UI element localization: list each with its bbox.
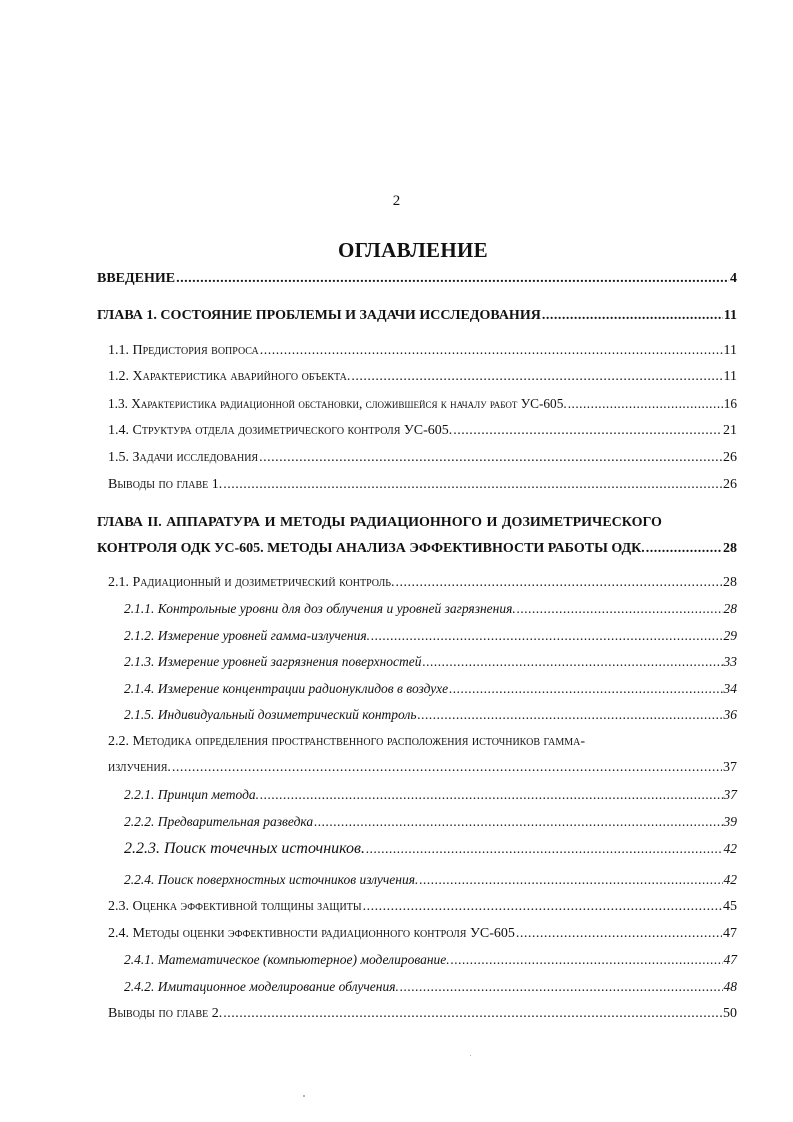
toc-entry-label: 2.1. Радиационный и дозиметрический контроль. bbox=[108, 575, 395, 590]
dot-leader bbox=[223, 1005, 722, 1023]
toc-entry-label: 1.5. Задачи исследования bbox=[108, 450, 259, 465]
dot-leader bbox=[516, 925, 722, 943]
toc-entry-chapter-1 bbox=[97, 307, 737, 325]
toc-entry-label: 2.1.4. Измерение концентрации радионуклидов в воздухе bbox=[124, 681, 449, 696]
toc-entry-page: 28 bbox=[723, 575, 737, 590]
toc-entry-section-2-4-1 bbox=[124, 951, 737, 969]
toc-entry-label: 2.2.2. Предварительная разведка bbox=[124, 814, 314, 829]
toc-entry-page: 16 bbox=[723, 396, 737, 411]
toc-entry-label: 2.4.2. Имитационное моделирование облучения. bbox=[124, 979, 399, 994]
dot-leader bbox=[351, 368, 722, 386]
dot-leader bbox=[419, 871, 722, 889]
toc-entry-section-1-3 bbox=[108, 395, 737, 413]
toc-entry-label: 2.1.1. Контрольные уровни для доз облучения и уровней загрязнения. bbox=[124, 601, 516, 616]
toc-entry-page: 42 bbox=[723, 872, 737, 887]
dot-leader bbox=[423, 653, 723, 671]
toc-entry-section-2-4 bbox=[108, 925, 737, 943]
scan-speck bbox=[303, 1095, 305, 1097]
toc-entry-page: 48 bbox=[723, 979, 737, 994]
dot-leader bbox=[172, 759, 722, 777]
dot-leader bbox=[176, 270, 729, 288]
dot-leader bbox=[646, 540, 722, 558]
toc-entry-section-2-1-4 bbox=[124, 680, 737, 698]
dot-leader bbox=[363, 898, 722, 916]
toc-entry-introduction bbox=[97, 270, 737, 288]
toc-entry-label: 2.3. Оценка эффективной толщины защиты bbox=[108, 899, 362, 914]
dot-leader bbox=[542, 307, 723, 325]
toc-entry-conclusions-2 bbox=[108, 1005, 737, 1023]
scan-speck bbox=[470, 1055, 471, 1056]
toc-entry-page: 37 bbox=[723, 787, 737, 802]
dot-leader bbox=[449, 680, 722, 698]
dot-leader bbox=[568, 395, 723, 413]
dot-leader bbox=[371, 627, 723, 645]
toc-entry-label: 1.3. Характеристика радиационной обстановки, сложившейся к началу работ УС-605. bbox=[108, 396, 567, 411]
toc-entry-section-2-1 bbox=[108, 574, 737, 592]
toc-entry-label: ГЛАВА 1. СОСТОЯНИЕ ПРОБЛЕМЫ И ЗАДАЧИ ИССЛЕДОВАНИЯ bbox=[97, 308, 541, 323]
dot-leader bbox=[260, 786, 722, 804]
toc-entry-label: Выводы по главе 2. bbox=[108, 1006, 223, 1021]
toc-entry-page: 45 bbox=[723, 899, 737, 914]
toc-entry-page: 11 bbox=[723, 308, 737, 323]
toc-entry-label: 1.2. Характеристика аварийного объекта. bbox=[108, 369, 351, 384]
toc-entry-page: 50 bbox=[723, 1006, 737, 1021]
toc-entry-label: 2.2.4. Поиск поверхностных источников излучения. bbox=[124, 872, 419, 887]
dot-leader bbox=[400, 978, 723, 996]
dot-leader bbox=[396, 574, 722, 592]
toc-entry-label: 2.1.5. Индивидуальный дозиметрический контроль bbox=[124, 707, 417, 722]
toc-entry-page: 11 bbox=[723, 343, 737, 358]
toc-entry-label: 1.4. Структура отдела дозиметрического контроля УС-605. bbox=[108, 423, 453, 438]
toc-entry-section-2-2-3 bbox=[124, 840, 737, 858]
toc-entry-page: 36 bbox=[723, 707, 737, 722]
page-number: 2 bbox=[392, 193, 401, 209]
toc-entry-page: 28 bbox=[723, 541, 737, 556]
toc-entry-label: 2.1.3. Измерение уровней загрязнения поверхностей bbox=[124, 654, 422, 669]
toc-entry-label: 2.4. Методы оценки эффективности радиационного контроля УС-605 bbox=[108, 926, 515, 941]
toc-entry-page: 33 bbox=[723, 654, 737, 669]
toc-entry-label: 2.2.1. Принцип метода. bbox=[124, 787, 260, 802]
dot-leader bbox=[259, 449, 722, 467]
toc-entry-label: 2.1.2. Измерение уровней гамма-излучения. bbox=[124, 628, 370, 643]
toc-entry-page: 26 bbox=[723, 477, 737, 492]
toc-entry-page: 21 bbox=[723, 423, 737, 438]
toc-entry-section-2-2-4 bbox=[124, 871, 737, 889]
toc-entry-page: 29 bbox=[723, 628, 737, 643]
toc-entry-section-1-5 bbox=[108, 449, 737, 467]
toc-entry-page: 39 bbox=[723, 814, 737, 829]
toc-entry-label: Выводы по главе 1. bbox=[108, 477, 223, 492]
dot-leader bbox=[366, 840, 723, 858]
dot-leader bbox=[453, 422, 722, 440]
toc-section-2-2-line-1: 2.2. Методика определения пространственного расположения источников гамма- bbox=[108, 734, 586, 749]
dot-leader bbox=[260, 342, 723, 360]
toc-chapter-2-title-line-1: ГЛАВА II. АППАРАТУРА И МЕТОДЫ РАДИАЦИОННОГО И ДОЗИМЕТРИЧЕСКОГО bbox=[97, 515, 662, 530]
toc-entry-page: 28 bbox=[723, 601, 737, 616]
toc-entry-section-2-4-2 bbox=[124, 978, 737, 996]
toc-entry-label: КОНТРОЛЯ ОДК УС-605. МЕТОДЫ АНАЛИЗА ЭФФЕКТИВНОСТИ РАБОТЫ ОДК. bbox=[97, 541, 645, 556]
toc-entry-label: 2.2.3. Поиск точечных источников. bbox=[124, 840, 365, 857]
toc-entry-page: 11 bbox=[723, 369, 737, 384]
toc-entry-section-1-2 bbox=[108, 368, 737, 386]
toc-entry-section-2-1-2 bbox=[124, 627, 737, 645]
toc-entry-section-2-3 bbox=[108, 898, 737, 916]
toc-entry-section-1-4 bbox=[108, 422, 737, 440]
toc-entry-page: 4 bbox=[730, 271, 737, 286]
toc-entry-section-2-2-2 bbox=[124, 813, 737, 831]
dot-leader bbox=[418, 706, 723, 724]
dot-leader bbox=[451, 951, 723, 969]
toc-entry-page: 37 bbox=[723, 760, 737, 775]
dot-leader bbox=[314, 813, 722, 831]
toc-entry-section-2-2 bbox=[108, 759, 737, 777]
toc-entry-page: 26 bbox=[723, 450, 737, 465]
toc-entry-label: излучения. bbox=[108, 760, 171, 775]
toc-entry-section-1-1 bbox=[108, 342, 737, 360]
dot-leader bbox=[223, 476, 722, 494]
toc-entry-page: 42 bbox=[723, 841, 737, 856]
toc-entry-section-2-2-1 bbox=[124, 786, 737, 804]
dot-leader bbox=[517, 600, 723, 618]
toc-entry-page: 34 bbox=[723, 681, 737, 696]
toc-entry-section-2-1-1 bbox=[124, 600, 737, 618]
toc-entry-conclusions-1 bbox=[108, 476, 737, 494]
toc-entry-section-2-1-3 bbox=[124, 653, 737, 671]
toc-entry-section-2-1-5 bbox=[124, 706, 737, 724]
toc-entry-label: ВВЕДЕНИЕ bbox=[97, 271, 176, 286]
toc-entry-page: 47 bbox=[723, 952, 737, 967]
toc-entry-label: 2.4.1. Математическое (компьютерное) моделирование. bbox=[124, 952, 450, 967]
toc-entry-label: 1.1. Предистория вопроса bbox=[108, 343, 259, 358]
toc-title: ОГЛАВЛЕНИЕ bbox=[338, 238, 488, 262]
toc-entry-page: 47 bbox=[723, 926, 737, 941]
toc-entry-chapter-2 bbox=[97, 540, 737, 558]
